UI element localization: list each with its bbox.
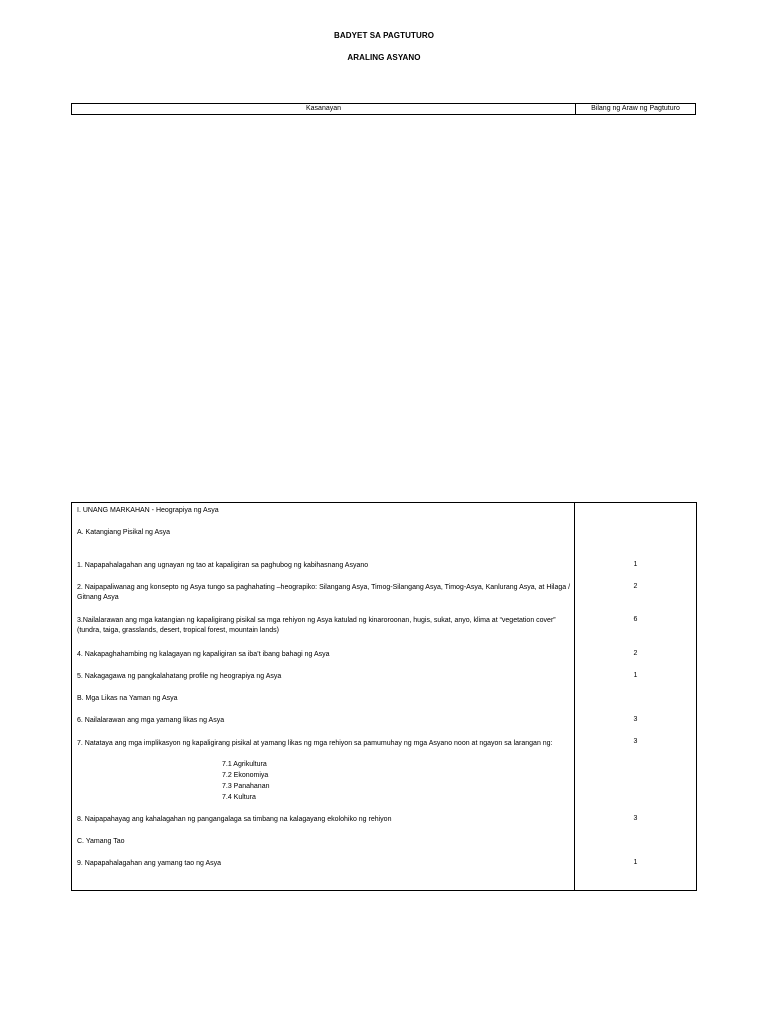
item-9-text: 9. Napapahalagahan ang yamang tao ng Asya xyxy=(77,860,222,867)
item-3-text: 3.Nailalarawan ang mga katangian ng kapaligirang pisikal sa mga rehiyon ng Asya katulad ng kinaroroonan, hugis, sukat, anyo, klima at “vegetation cover” (tundra, taiga, grasslands, desert, tropical forest, mountain lands) xyxy=(77,617,556,634)
header-table xyxy=(71,103,696,115)
item-6-days: 3 xyxy=(633,716,638,723)
item-4-days: 2 xyxy=(633,650,638,657)
section-c-heading: C. Yamang Tao xyxy=(77,838,125,845)
header-col-kasanayan: Kasanayan xyxy=(72,104,576,114)
sub-item-7-1: 7.1 Agrikultura xyxy=(222,761,267,768)
document-title: BADYET SA PAGTUTURO xyxy=(333,31,435,40)
item-9-days: 1 xyxy=(633,859,638,866)
section-b-heading: B. Mga Likas na Yaman ng Asya xyxy=(77,695,178,702)
sub-item-7-2: 7.2 Ekonomiya xyxy=(222,772,269,779)
item-3-days: 6 xyxy=(633,616,638,623)
item-5-days: 1 xyxy=(633,672,638,679)
header-col-bilang: Bilang ng Araw ng Pagtuturo xyxy=(591,105,680,112)
item-7-days: 3 xyxy=(633,738,638,745)
item-1-days: 1 xyxy=(633,561,638,568)
item-8-text: 8. Naipapahayag ang kahalagahan ng pangangalaga sa timbang na kalagayang ekolohiko ng rehiyon xyxy=(77,816,392,823)
document-subtitle: ARALING ASYANO xyxy=(347,53,421,62)
quarter-title: I. UNANG MARKAHAN - Heograpiya ng Asya xyxy=(77,507,219,514)
content-table xyxy=(71,502,697,891)
item-2-text: 2. Naipapaliwanag ang konsepto ng Asya tungo sa paghahating –heograpiko: Silangang Asya, Timog-Silangang Asya, Timog-Asya, Kanlurang Asya, at Hilaga / Gitnang Asya xyxy=(77,584,571,601)
item-4-text: 4. Nakapaghahambing ng kalagayan ng kapaligiran sa iba’t ibang bahagi ng Asya xyxy=(77,651,330,658)
item-2-days: 2 xyxy=(633,583,638,590)
item-6-text: 6. Nailalarawan ang mga yamang likas ng Asya xyxy=(77,717,225,724)
sub-item-7-4: 7.4 Kultura xyxy=(222,794,256,801)
sub-item-7-3: 7.3 Panahanan xyxy=(222,783,270,790)
item-1-text: 1. Napapahalagahan ang ugnayan ng tao at kapaligiran sa paghubog ng kabihasnang Asyano xyxy=(77,562,369,569)
section-a-heading: A. Katangiang Pisikal ng Asya xyxy=(77,529,171,536)
item-7-text: 7. Natataya ang mga implikasyon ng kapaligirang pisikal at yamang likas ng mga rehiyon sa pamumuhay ng mga Asyano noon at ngayon sa larangan ng: xyxy=(77,740,553,747)
item-5-text: 5. Nakagagawa ng pangkalahatang profile ng heograpiya ng Asya xyxy=(77,673,282,680)
item-8-days: 3 xyxy=(633,815,638,822)
